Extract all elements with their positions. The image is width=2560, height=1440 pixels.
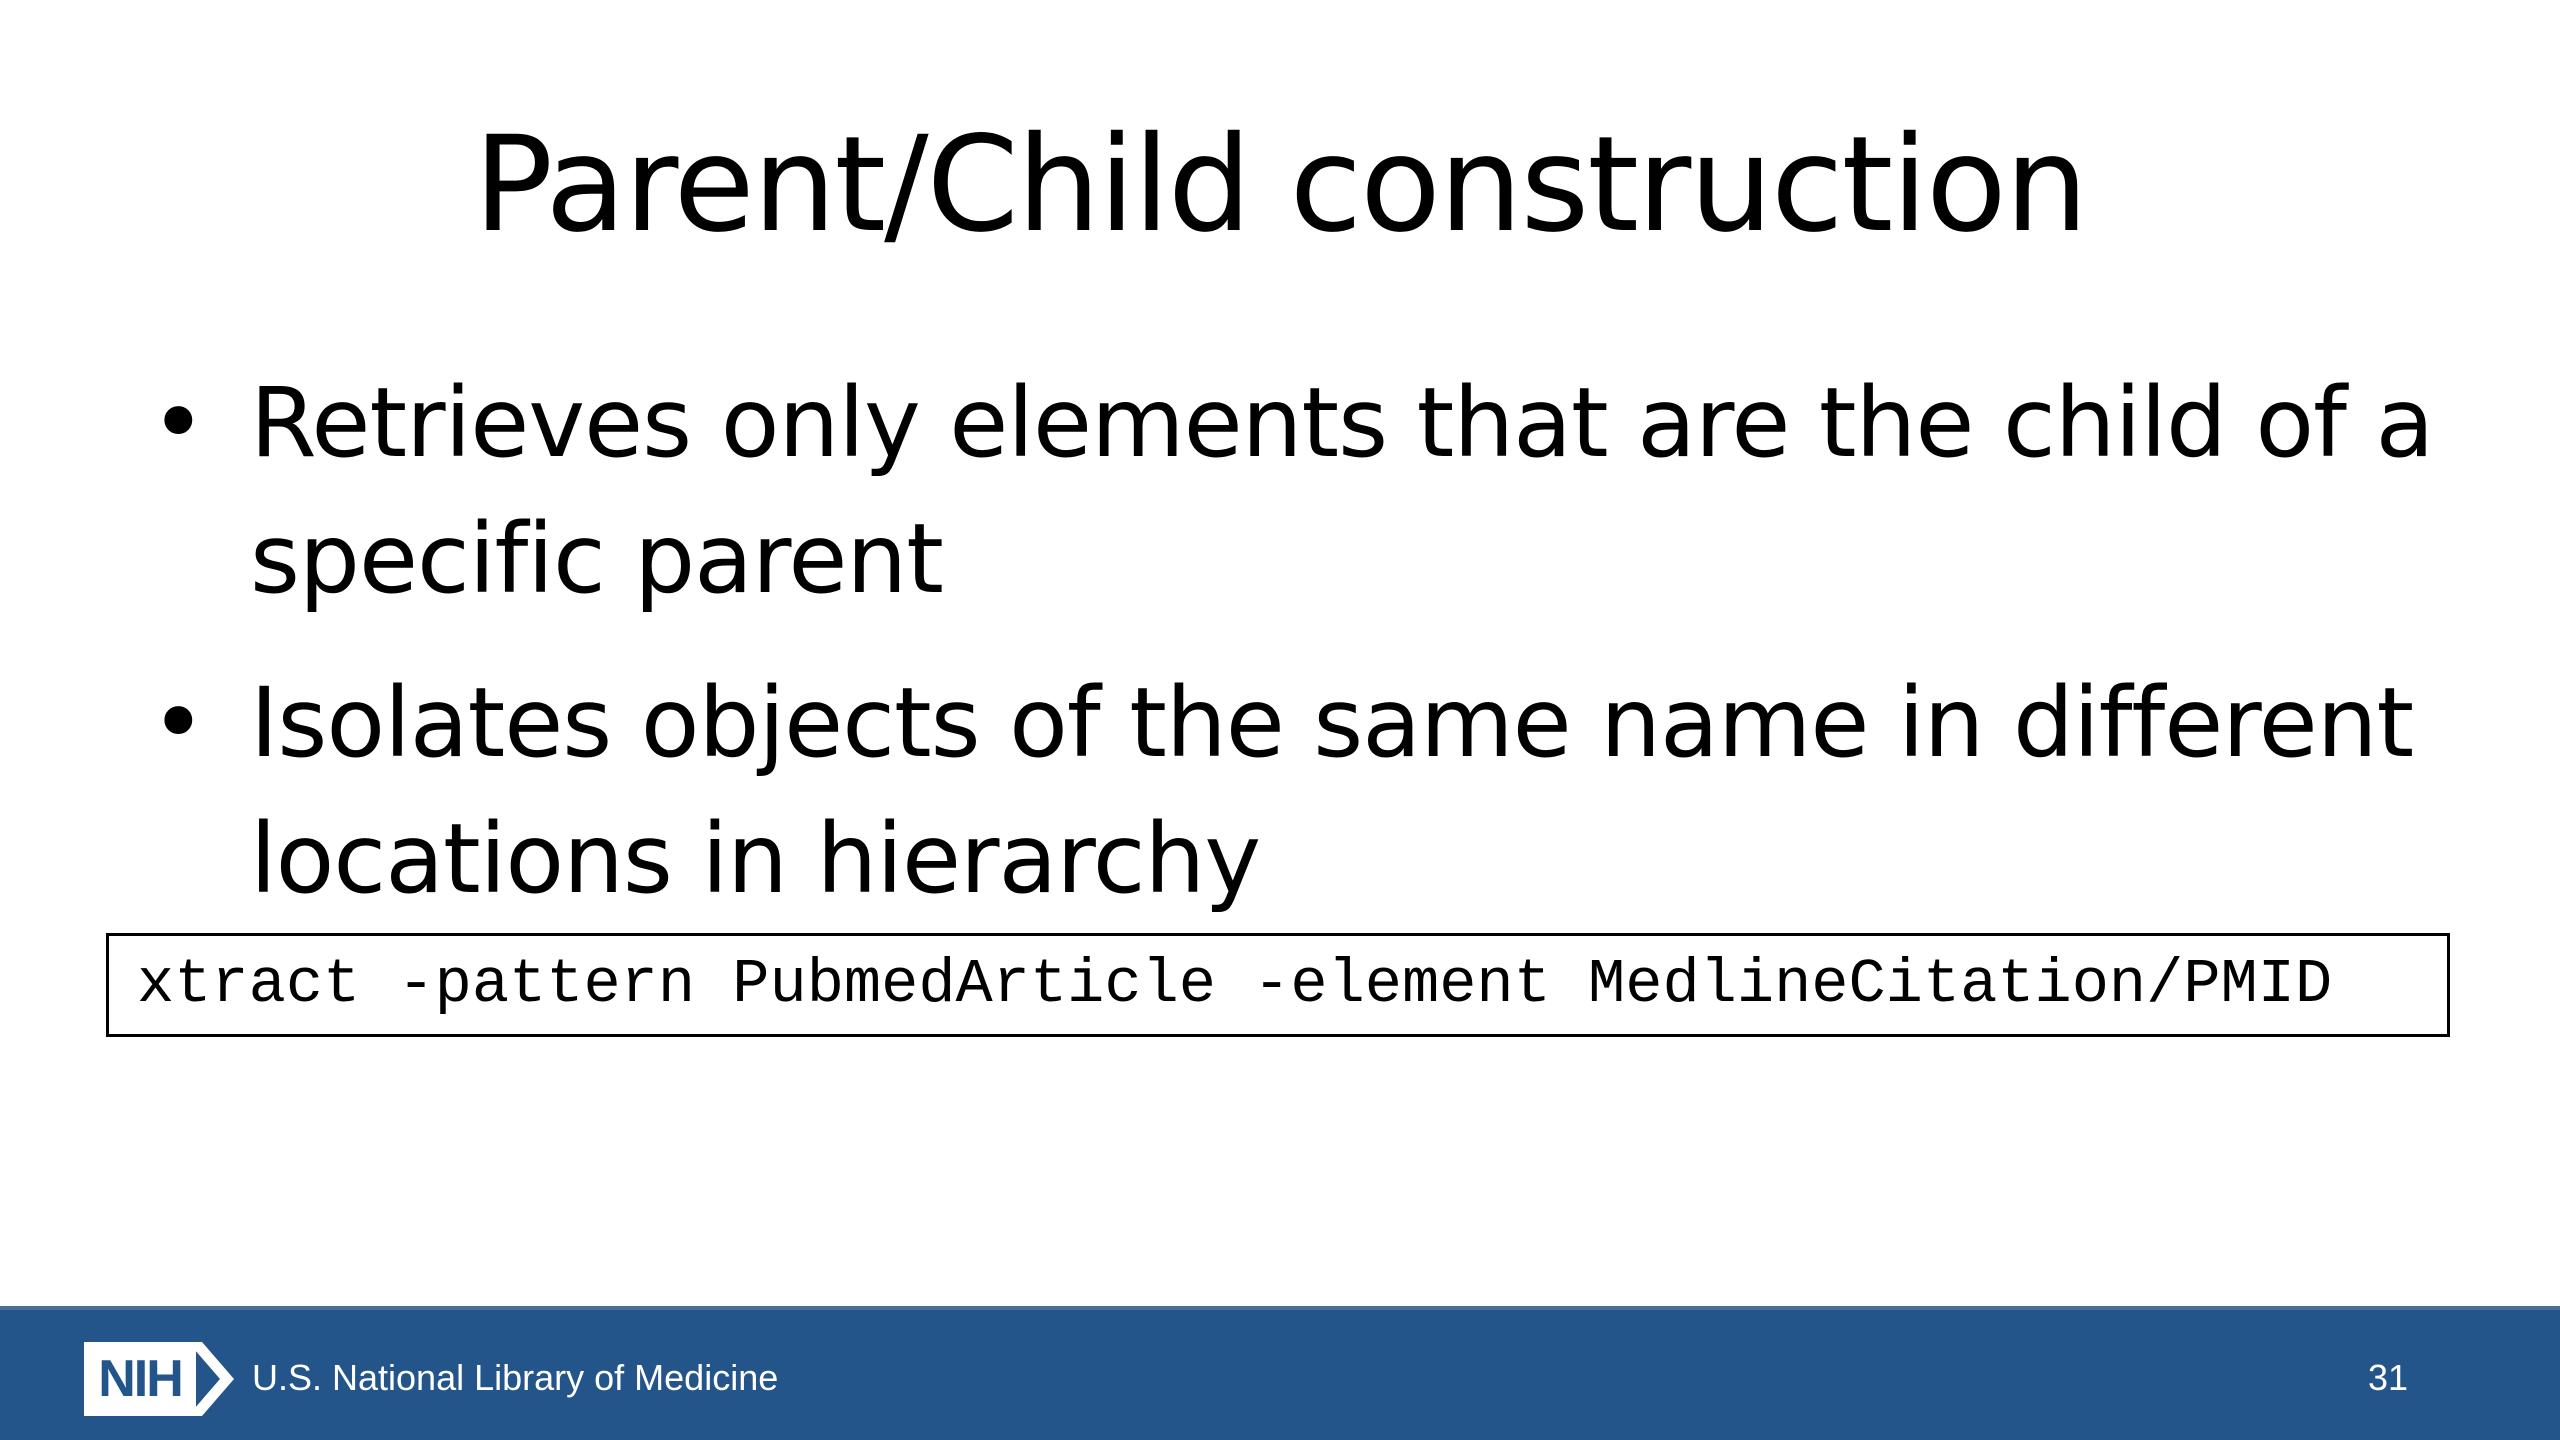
bullet-text: Isolates objects of the same name in different locations in hierarchy	[250, 667, 2414, 915]
nih-chevron-icon	[188, 1342, 234, 1416]
nih-logo-text: NIH	[84, 1342, 196, 1416]
bullet-marker: •	[150, 667, 206, 779]
bullet-list	[150, 355, 2450, 955]
bullet-item	[150, 655, 2450, 927]
bullet-marker: •	[150, 367, 206, 479]
nih-logo	[84, 1342, 234, 1416]
bullet-item	[150, 355, 2450, 627]
bullet-text: Retrieves only elements that are the child of a specific parent	[250, 367, 2434, 615]
footer-bar	[0, 1306, 2560, 1440]
organization-name: U.S. National Library of Medicine	[252, 1357, 779, 1398]
slide-title: Parent/Child construction	[473, 108, 2087, 262]
page-number: 31	[2367, 1357, 2408, 1398]
code-example-box	[106, 933, 2450, 1037]
code-command: xtract -pattern PubmedArticle -element MedlineCitation/PMID	[137, 949, 2333, 1020]
